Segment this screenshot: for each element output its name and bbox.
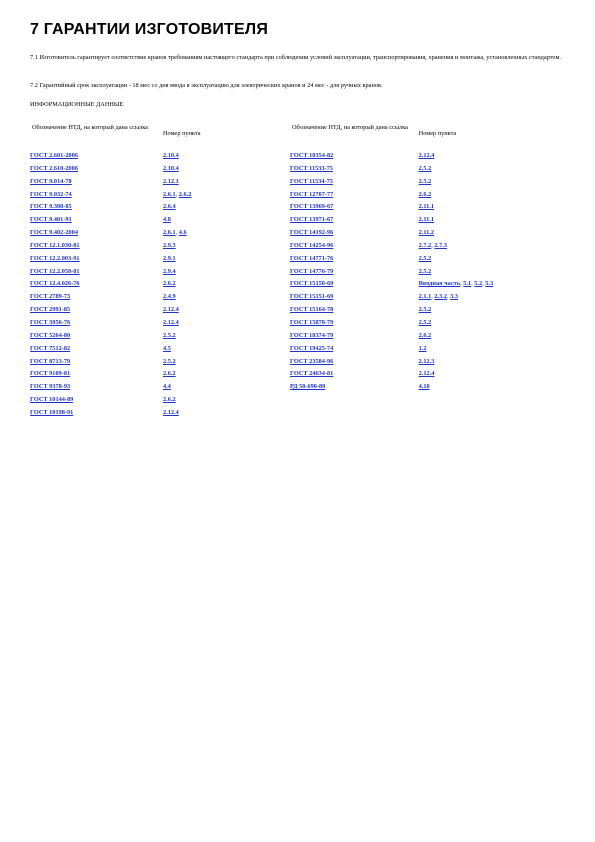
document-link[interactable]: ГОСТ 14771-76 [290, 254, 334, 262]
document-cell [290, 319, 419, 332]
document-link[interactable]: ГОСТ 10198-91 [30, 408, 74, 416]
point-link[interactable]: 2.12.3 [418, 357, 435, 365]
point-link[interactable]: 4.8 [163, 216, 171, 224]
point-cell [419, 165, 565, 178]
point-cell [419, 191, 565, 204]
document-cell [30, 216, 163, 229]
point-cell [163, 293, 263, 306]
point-link[interactable]: 2.9.1 [163, 254, 176, 262]
point-link[interactable]: 2.5.2 [418, 164, 432, 172]
document-link[interactable]: ГОСТ 12.2.058-81 [30, 267, 80, 275]
document-cell [30, 229, 163, 242]
point-link[interactable]: 5.2 [474, 280, 483, 288]
table-row [30, 409, 263, 422]
table-row [30, 178, 263, 191]
point-cell [163, 370, 263, 383]
document-link[interactable]: ГОСТ 10354-82 [290, 152, 334, 159]
point-separator: , [447, 293, 451, 301]
table-row [30, 242, 263, 255]
header-point: Номер пункта [418, 130, 457, 137]
point-link[interactable]: 2.6.2 [178, 190, 192, 198]
point-separator: , [175, 190, 179, 198]
point-link[interactable]: 2.6.2 [418, 190, 432, 198]
point-link[interactable]: 2.12.4 [163, 318, 179, 326]
table-row [30, 165, 263, 178]
point-link[interactable]: 4.5 [163, 344, 171, 352]
table-row [290, 319, 565, 332]
document-cell [290, 216, 419, 229]
document-link[interactable]: ГОСТ 9109-81 [30, 370, 71, 378]
table-row [30, 293, 263, 306]
document-cell [290, 229, 419, 242]
document-link[interactable]: ГОСТ 23584-96 [290, 357, 334, 365]
document-link[interactable]: ГОСТ 15878-79 [290, 318, 334, 326]
document-cell [30, 203, 163, 216]
table-row [30, 345, 263, 358]
point-link[interactable]: 2.12.1 [163, 177, 179, 185]
point-cell [163, 191, 263, 204]
point-link[interactable]: 2.6.2 [418, 331, 432, 339]
table-row [290, 191, 565, 204]
table-row [30, 152, 263, 165]
table-row [290, 178, 565, 191]
point-link[interactable]: 2.12.4 [163, 306, 179, 314]
document-cell [290, 203, 419, 216]
point-cell [419, 306, 565, 319]
document-link[interactable]: ГОСТ 15164-78 [290, 306, 334, 314]
table-row [30, 396, 263, 409]
document-cell [30, 268, 163, 281]
point-cell [419, 319, 565, 332]
document-link[interactable]: ГОСТ 12.4.026-76 [30, 280, 80, 288]
document-cell [290, 178, 419, 191]
point-cell [419, 268, 565, 281]
table-row [290, 203, 565, 216]
point-link[interactable]: 2.9.4 [163, 267, 176, 275]
references-table-left [30, 124, 263, 422]
references-left-body [30, 152, 263, 422]
point-link[interactable]: 2.9.3 [163, 241, 176, 249]
table-row [30, 216, 263, 229]
point-cell [163, 332, 263, 345]
table-row [30, 203, 263, 216]
document-link[interactable]: ГОСТ 24634-81 [290, 370, 334, 378]
document-cell [290, 345, 419, 358]
document-cell [30, 332, 163, 345]
point-link[interactable]: 2.6.4 [163, 203, 176, 211]
document-link[interactable]: ГОСТ 9.014-78 [30, 177, 72, 185]
document-cell [30, 293, 163, 306]
document-link[interactable]: ГОСТ 2789-73 [30, 293, 71, 301]
point-link[interactable]: 2.6.1 [163, 229, 176, 237]
document-link[interactable]: ГОСТ 9.401-91 [30, 216, 72, 224]
document-cell [30, 358, 163, 371]
point-separator: , [431, 293, 435, 301]
document-link[interactable]: ГОСТ 14776-79 [290, 267, 334, 275]
document-cell [290, 165, 419, 178]
point-cell [419, 178, 565, 191]
point-link[interactable]: 2.12.4 [163, 408, 179, 416]
point-cell [419, 383, 565, 396]
table-row [30, 255, 263, 268]
point-link[interactable]: 2.4.9 [163, 293, 176, 301]
document-link[interactable]: ГОСТ 14254-96 [290, 241, 334, 249]
point-link[interactable]: 2.11.2 [418, 229, 435, 237]
table-row [290, 255, 565, 268]
point-link[interactable]: 2.5.2 [418, 318, 432, 326]
header-point: Номер пункта [163, 130, 201, 137]
point-link[interactable]: 4.10 [418, 383, 430, 391]
point-cell [419, 370, 565, 383]
references-table-right [290, 124, 565, 396]
point-cell [163, 152, 263, 165]
table-row [290, 152, 565, 165]
header-document: Обозначение НТД, на который дана ссылка [32, 124, 148, 131]
document-cell [290, 242, 419, 255]
document-link[interactable]: ГОСТ 9378-93 [30, 383, 71, 391]
table-row [30, 319, 263, 332]
document-cell [290, 383, 419, 396]
document-cell [290, 191, 419, 204]
point-link[interactable]: 2.7.3 [434, 241, 447, 249]
document-cell [30, 306, 163, 319]
document-link[interactable]: ГОСТ 19425-74 [290, 344, 334, 352]
document-link[interactable]: ГОСТ 9.402-2004 [30, 229, 79, 237]
point-separator: , [431, 241, 435, 249]
document-cell [30, 319, 163, 332]
document-link[interactable]: ГОСТ 5264-80 [30, 331, 71, 339]
point-separator: , [175, 229, 179, 237]
document-cell [30, 396, 163, 409]
table-header-row [30, 124, 263, 152]
document-link[interactable]: ГОСТ 9.308-85 [30, 203, 72, 211]
point-cell [419, 152, 565, 165]
point-cell [419, 203, 565, 216]
point-cell [419, 242, 565, 255]
document-link[interactable]: ГОСТ 3956-76 [30, 318, 71, 326]
point-link[interactable]: 2.10.4 [163, 152, 179, 159]
point-cell [163, 203, 263, 216]
point-cell [419, 332, 565, 345]
point-link[interactable]: 4.6 [178, 229, 187, 237]
point-separator: , [482, 280, 486, 288]
point-link[interactable]: 2.5.2 [418, 177, 432, 185]
table-row [30, 229, 263, 242]
point-cell [419, 216, 565, 229]
paragraph-7-2: 7.2 Гарантийный срок эксплуатации - 18 мес со дня ввода в эксплуатацию для электрических кранов и 24 мес - для ручных кранов. [30, 82, 383, 89]
table-row [290, 242, 565, 255]
point-link[interactable]: 2.6.2 [163, 370, 176, 378]
document-link[interactable]: ГОСТ 14192-96 [290, 229, 334, 237]
document-cell [290, 293, 419, 306]
point-link[interactable]: 2.5.2 [163, 331, 176, 339]
document-cell [30, 191, 163, 204]
point-link[interactable]: 2.10.4 [163, 164, 179, 172]
document-link[interactable]: ГОСТ 11534-75 [290, 177, 333, 185]
document-link[interactable]: ГОСТ 12707-77 [290, 190, 334, 198]
document-link[interactable]: ГОСТ 12.1.030-81 [30, 241, 80, 249]
table-header-row [290, 124, 565, 152]
table-row [290, 345, 565, 358]
point-cell [419, 345, 565, 358]
document-link[interactable]: ГОСТ 8713-79 [30, 357, 71, 365]
section-heading: 7 ГАРАНТИИ ИЗГОТОВИТЕЛЯ [30, 21, 269, 38]
document-link[interactable]: ГОСТ 12.2.003-91 [30, 254, 80, 262]
document-cell [290, 306, 419, 319]
document-cell [290, 255, 419, 268]
document-cell [290, 358, 419, 371]
info-data-heading: ИНФОРМАЦИОННЫЕ ДАННЫЕ [30, 101, 124, 108]
point-cell [163, 268, 263, 281]
document-cell [30, 242, 163, 255]
point-cell [419, 229, 565, 242]
document-link[interactable]: ГОСТ 13971-67 [290, 216, 334, 224]
table-row [290, 383, 565, 396]
point-link[interactable]: 2.12.4 [418, 152, 435, 159]
point-cell [163, 178, 263, 191]
point-cell [163, 216, 263, 229]
table-row [290, 358, 565, 371]
table-row [290, 229, 565, 242]
table-row [30, 332, 263, 345]
document-cell [30, 178, 163, 191]
table-row [290, 280, 565, 293]
point-cell [163, 280, 263, 293]
document-cell [290, 152, 419, 165]
document-link[interactable]: РД 50-690-89 [290, 383, 326, 391]
point-cell [163, 165, 263, 178]
point-link[interactable]: 2.5.2 [163, 357, 176, 365]
point-link[interactable]: 2.5.2 [418, 254, 432, 262]
document-link[interactable]: ГОСТ 7512-82 [30, 344, 71, 352]
document-link[interactable]: ГОСТ 11533-75 [290, 164, 333, 172]
document-cell [30, 383, 163, 396]
point-cell [419, 280, 565, 293]
point-link[interactable]: 5.3 [485, 280, 494, 288]
point-cell [163, 358, 263, 371]
table-row [30, 370, 263, 383]
point-separator: , [471, 280, 475, 288]
point-link[interactable]: 2.5.2 [418, 267, 432, 275]
point-cell [163, 345, 263, 358]
table-row [290, 370, 565, 383]
document-cell [290, 268, 419, 281]
document-link[interactable]: ГОСТ 18374-79 [290, 331, 334, 339]
point-link[interactable]: 2.11.1 [418, 203, 435, 211]
point-link[interactable]: 2.11.1 [418, 216, 435, 224]
table-row [30, 306, 263, 319]
table-row [30, 191, 263, 204]
document-link[interactable]: ГОСТ 13969-67 [290, 203, 334, 211]
point-cell [163, 306, 263, 319]
point-link[interactable]: 2.1.1 [418, 293, 432, 301]
document-cell [30, 280, 163, 293]
document-cell [290, 370, 419, 383]
point-link[interactable]: 2.6.2 [163, 396, 176, 404]
point-link[interactable]: 2.6.1 [163, 190, 176, 198]
table-row [30, 358, 263, 371]
document-cell [30, 345, 163, 358]
document-cell [290, 280, 419, 293]
table-row [290, 293, 565, 306]
document-link[interactable]: ГОСТ 15150-69 [290, 280, 334, 288]
point-link[interactable]: 2.7.2 [418, 241, 432, 249]
document-link[interactable]: ГОСТ 2.610-2006 [30, 164, 79, 172]
point-link[interactable]: 1.2 [418, 344, 427, 352]
header-document: Обозначение НТД, на который дана ссылка [292, 124, 408, 131]
point-cell [419, 293, 565, 306]
document-link[interactable]: ГОСТ 2991-85 [30, 306, 71, 314]
point-cell [163, 255, 263, 268]
point-cell [163, 383, 263, 396]
point-link[interactable]: 3.3 [450, 293, 459, 301]
document-link[interactable]: ГОСТ 2.601-2006 [30, 152, 79, 159]
point-separator: , [460, 280, 464, 288]
table-row [30, 268, 263, 281]
references-right-body [290, 152, 565, 396]
table-row [30, 383, 263, 396]
document-cell [30, 370, 163, 383]
point-link[interactable]: 4.4 [163, 383, 171, 391]
document-cell [30, 255, 163, 268]
point-cell [163, 229, 263, 242]
document-link[interactable]: ГОСТ 15151-69 [290, 293, 334, 301]
document-link[interactable]: ГОСТ 9.032-74 [30, 190, 72, 198]
point-cell [163, 409, 263, 422]
point-cell [419, 255, 565, 268]
table-row [290, 268, 565, 281]
table-row [290, 332, 565, 345]
point-cell [163, 319, 263, 332]
point-cell [419, 358, 565, 371]
paragraph-7-1: 7.1 Изготовитель гарантирует соответствие кранов требованиям настоящего стандарта при соблюдении условий эксплуатации, транспортирования, хранения и монтажа, установленных стандартом. [30, 54, 562, 61]
table-row [290, 165, 565, 178]
document-cell [30, 152, 163, 165]
point-link[interactable]: 2.5.2 [418, 306, 432, 314]
point-cell [163, 396, 263, 409]
table-row [30, 280, 263, 293]
table-row [290, 306, 565, 319]
document-link[interactable]: ГОСТ 10144-89 [30, 396, 74, 404]
point-link[interactable]: 2.6.2 [163, 280, 176, 288]
point-cell [163, 242, 263, 255]
document-page [30, 20, 565, 416]
document-cell [30, 165, 163, 178]
table-row [290, 216, 565, 229]
document-cell [290, 332, 419, 345]
point-link[interactable]: Вводная часть [418, 280, 461, 288]
document-cell [30, 409, 163, 422]
point-link[interactable]: 5.1 [463, 280, 472, 288]
point-link[interactable]: 2.3.2 [434, 293, 447, 301]
point-link[interactable]: 2.12.4 [418, 370, 435, 378]
